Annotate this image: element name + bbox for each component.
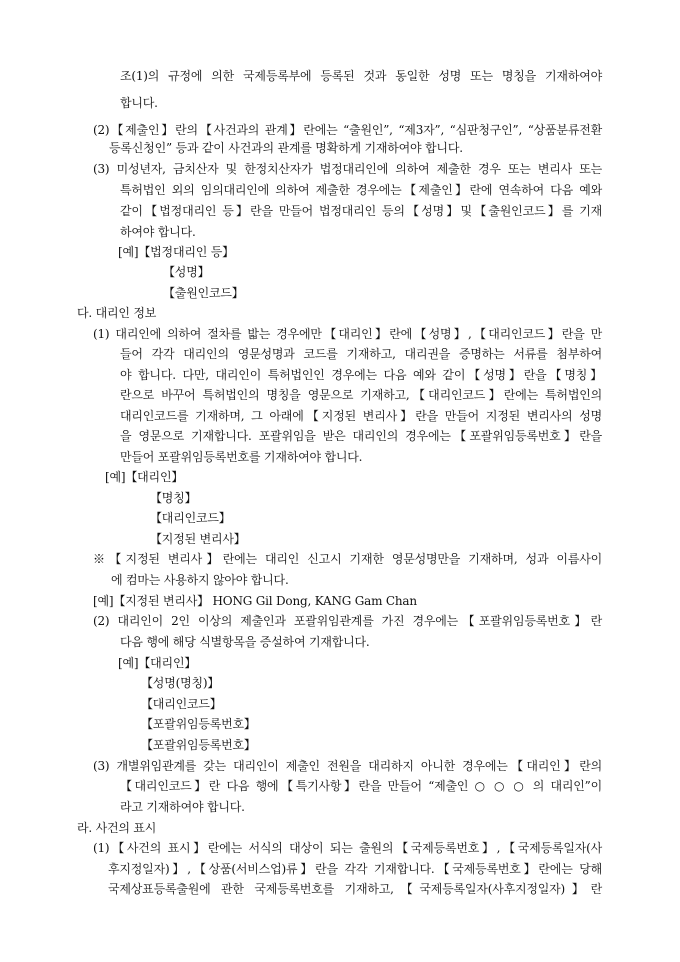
text-line: 야 합니다. 다만, 대리인이 특허법인인 경우에는 다음 예와 같이【성명】란을【명칭】 [120, 368, 602, 382]
text-line: [예]【지정된 변리사】 HONG Gil Dong, KANG Gam Chan [93, 594, 417, 608]
section-heading: 다. 대리인 정보 [77, 306, 157, 320]
text-line: (2)【제출인】란의【사건과의 관계】란에는 “출원인”, “제3자”, “심판청구인”, “상품분류전환 [93, 123, 602, 137]
text-line: 【성명】 [163, 265, 210, 279]
text-line: 【대리인코드】 [150, 511, 231, 525]
note-line: ※【지정된 변리사】란에는 대리인 신고시 기재한 영문성명만을 기재하며, 성과 이름사이 [93, 552, 602, 566]
text-line: (3) 개별위임관계를 갖는 대리인이 제출인 전원을 대리하지 아니한 경우에는【대리인】란의 [93, 759, 602, 773]
text-line: 대리인코드를 기재하며, 그 아래에【지정된 변리사】란을 만들어 지정된 변리사의 성명 [120, 409, 602, 423]
text-line: [예]【법정대리인 등】 [118, 245, 234, 259]
section-heading: 라. 사건의 표시 [77, 821, 157, 835]
text-line: 【포괄위임등록번호】 [141, 717, 256, 731]
note-line: 에 컴마는 사용하지 않아야 합니다. [111, 573, 289, 587]
text-line: 【대리인코드】란 다음 행에【특기사항】란을 만들어 “제출인 ○ ○ ○ 의 대리인”이 [120, 779, 602, 793]
text-line: 란으로 바꾸어 특허법인의 명칭을 영문으로 기재하고,【대리인코드】란에는 특허법인의 [120, 388, 602, 402]
text-line: 들어 각각 대리인의 영문성명과 코드를 기재하고, 대리권을 증명하는 서류를 첨부하여 [120, 347, 602, 361]
text-line: [예]【대리인】 [105, 470, 184, 484]
text-line: 【성명(명칭)】 [141, 676, 220, 690]
text-line: 같이【법정대리인 등】란을 만들어 법정대리인 등의【성명】및【출원인코드】를 기재 [120, 204, 602, 218]
text-line: 라고 기재하여야 합니다. [120, 800, 245, 814]
text-line: 조(1)의 규정에 의한 국제등록부에 등록된 것과 동일한 성명 또는 명칭을 기재하여야 [120, 69, 602, 83]
text-line: 【명칭】 [150, 491, 197, 505]
text-line: 【출원인코드】 [163, 286, 244, 300]
text-line: 하여야 합니다. [120, 225, 196, 239]
text-line: [예]【대리인】 [118, 656, 197, 670]
text-line: 특허법인 외의 임의대리인에 의하여 제출한 경우에는【제출인】란에 연속하여 다음 예와 [120, 183, 602, 197]
text-line: (1)【사건의 표시】란에는 서식의 대상이 되는 출원의【국제등록번호】,【국제등록일자(사 [93, 841, 602, 855]
text-line: 만들어 포괄위임등록번호를 기재하여야 합니다. [120, 450, 363, 464]
text-line: 등록신청인” 등과 같이 사건과의 관계를 명확하게 기재하여야 합니다. [109, 141, 463, 155]
text-line: 다음 행에 해당 식별항목을 증설하여 기재합니다. [120, 635, 370, 649]
text-line: (1) 대리인에 의하여 절차를 밟는 경우에만【대리인】란에【성명】,【대리인코드】란을 만 [93, 327, 602, 341]
text-line: 후지정일자)】,【상품(서비스업)류】란을 각각 기재합니다.【국제등록번호】란에는 당해 [108, 862, 602, 876]
text-line: 국제상표등록출원에 관한 국제등록번호를 기재하고,【국제등록일자(사후지정일자)】란 [108, 882, 602, 896]
text-line: 【대리인코드】 [141, 697, 222, 711]
text-line: 합니다. [120, 96, 158, 110]
text-line: 【지정된 변리사】 [150, 532, 246, 546]
text-line: 을 영문으로 기재합니다. 포괄위임을 받은 대리인의 경우에는【포괄위임등록번호】란을 [120, 429, 602, 443]
text-line: (2) 대리인이 2인 이상의 제출인과 포괄위임관계를 가진 경우에는【포괄위임등록번호】란 [93, 614, 602, 628]
text-line: 【포괄위임등록번호】 [141, 738, 256, 752]
text-line: (3) 미성년자, 금치산자 및 한정치산자가 법정대리인에 의하여 제출한 경우 또는 변리사 또는 [93, 162, 602, 176]
